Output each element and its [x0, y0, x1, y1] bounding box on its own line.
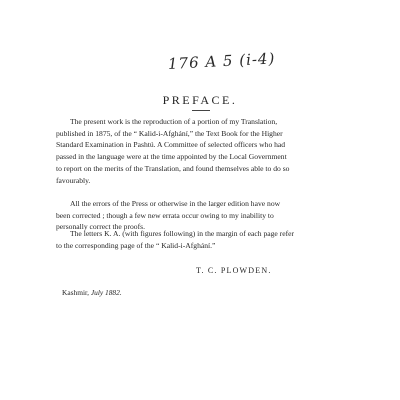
date-text: July 1882.	[90, 288, 122, 297]
paragraph-1	[56, 116, 294, 186]
title-rule	[192, 110, 210, 111]
paragraph-3	[56, 228, 294, 251]
place-date-line	[62, 288, 122, 297]
paragraph-text: All the errors of the Press or otherwise in the larger edition have now been corrected ; though a few new errata occur owing to my inability to personally correct the proofs.	[56, 199, 281, 232]
page-title: PREFACE.	[162, 93, 238, 107]
author-signature: T. C. PLOWDEN.	[196, 266, 272, 275]
handwritten-shelfmark: 176 A 5 (i-4)	[167, 49, 276, 73]
paragraph-text: The letters K. A. (with figures following) in the margin of each page refer to the corresponding page of the “ Kalid-i-Afghání.”	[56, 229, 295, 250]
paragraph-text: The present work is the reproduction of a portion of my Translation, published in 1875, of the “ Kalid-i-Afghání,” the Text Book for the Higher Standard Examination in Pashtú. A Committee of selected officers who had passed in the language were at the time appointed by the Local Government to report on the merits of the Translation, and found themselves able to do so favourably.	[56, 117, 290, 185]
place-text: Kashmir,	[62, 288, 90, 297]
